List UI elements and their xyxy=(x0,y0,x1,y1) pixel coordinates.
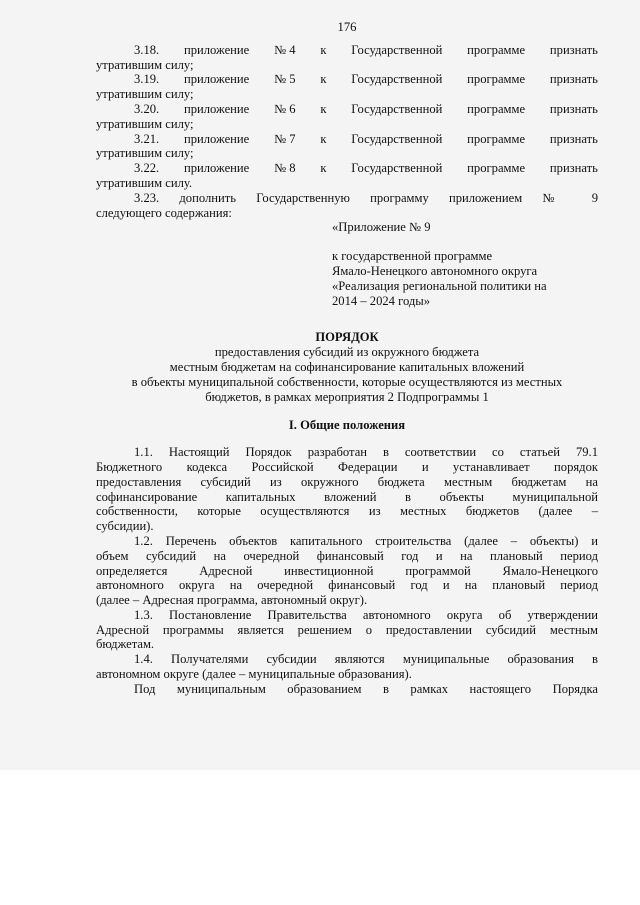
text-line: 1.2. Перечень объектов капитального строительства (далее – объекты) и xyxy=(134,533,598,548)
word: к xyxy=(320,131,327,146)
amendment-item xyxy=(96,72,598,102)
annex-number: № 6 xyxy=(274,101,296,116)
word: программе xyxy=(467,42,526,57)
word: программе xyxy=(467,101,526,116)
text-line: 1.3. Постановление Правительства автономного округа об утверждении xyxy=(134,607,598,622)
word: Государственной xyxy=(351,42,443,57)
word: программе xyxy=(467,131,526,146)
item-323-line: 3.23. дополнить Государственную программу приложением № 9 xyxy=(134,190,598,205)
item-tail: утратившим силу; xyxy=(96,57,194,72)
item-tail: утратившим силу; xyxy=(96,87,194,102)
amendment-item xyxy=(96,43,598,73)
word: Государственной xyxy=(351,72,443,87)
text-line: Адресной программы является решением о предоставлении субсидий местным xyxy=(96,622,598,637)
word: признать xyxy=(549,131,598,146)
text-line: Под муниципальным образованием в рамках настоящего Порядка xyxy=(134,681,598,696)
appendix-title: «Приложение № 9 xyxy=(332,220,431,235)
paragraph-1-5 xyxy=(96,682,598,697)
word: приложение xyxy=(184,131,250,146)
text-line: предоставления субсидий из окружного бюджета местным бюджетам на xyxy=(96,474,598,489)
amendment-item xyxy=(96,161,598,191)
text-line: собственности, которые осуществляются из местных бюджетов (далее – xyxy=(96,504,598,519)
text-line: бюджетам. xyxy=(96,637,155,652)
word: приложение xyxy=(184,161,250,176)
word: признать xyxy=(549,72,598,87)
appendix-line: Ямало-Ненецкого автономного округа xyxy=(332,263,538,278)
text-line: (далее – Адресная программа, автономный округ). xyxy=(96,593,368,608)
word: признать xyxy=(549,161,598,176)
amendment-item xyxy=(96,102,598,132)
paragraph-1-3 xyxy=(96,608,598,652)
text-line: 1.1. Настоящий Порядок разработан в соответствии со статьей 79.1 xyxy=(134,445,598,460)
item-number: 3.22. xyxy=(134,161,160,176)
word: к xyxy=(320,161,327,176)
text-line: определяется Адресной инвестиционной программой Ямало-Ненецкого xyxy=(96,563,598,578)
text-line: субсидии). xyxy=(96,519,154,534)
text-line: автономного округа на очередной финансовый год и на плановый период xyxy=(96,578,598,593)
annex-number: № 7 xyxy=(274,131,296,146)
paragraph-1-2 xyxy=(96,534,598,608)
word: признать xyxy=(549,42,598,57)
word: к xyxy=(320,101,327,116)
word: к xyxy=(320,72,327,87)
text-line: 1.4. Получателями субсидии являются муниципальные образования в xyxy=(134,652,598,667)
appendix-line: к государственной программе xyxy=(332,249,493,264)
text-line: Бюджетного кодекса Российской Федерации и устанавливает порядок xyxy=(96,459,598,474)
paragraph-1-1 xyxy=(96,445,598,534)
page-number: 176 xyxy=(337,20,357,34)
item-number: 3.18. xyxy=(134,42,160,57)
amendment-list xyxy=(96,43,598,221)
word: Государственной xyxy=(351,131,443,146)
item-number: 3.21. xyxy=(134,131,160,146)
item-tail: утратившим силу; xyxy=(96,146,194,161)
appendix-line: «Реализация региональной политики на xyxy=(332,278,547,293)
word: Государственной xyxy=(351,101,443,116)
document-subtitle xyxy=(96,345,598,404)
word: признать xyxy=(549,101,598,116)
word: приложение xyxy=(184,42,250,57)
annex-number: № 4 xyxy=(274,42,296,57)
word: приложение xyxy=(184,72,250,87)
amendment-item xyxy=(96,132,598,162)
subtitle-line: местным бюджетам на софинансирование капитальных вложений xyxy=(169,359,525,374)
document-title: ПОРЯДОК xyxy=(315,330,379,345)
appendix-header xyxy=(332,220,598,308)
word: Государственной xyxy=(351,161,443,176)
amendment-item-323 xyxy=(96,191,598,221)
word: программе xyxy=(467,72,526,87)
page-content xyxy=(96,20,598,697)
paragraph-1-4 xyxy=(96,652,598,682)
annex-number: № 8 xyxy=(274,161,296,176)
blank-area xyxy=(0,770,640,905)
annex-number: № 5 xyxy=(274,72,296,87)
section-heading: I. Общие положения xyxy=(288,418,406,433)
appendix-line: 2014 – 2024 годы» xyxy=(332,293,431,308)
word: приложение xyxy=(184,101,250,116)
item-number: 3.20. xyxy=(134,101,160,116)
subtitle-line: в объекты муниципальной собственности, которые осуществляются из местных xyxy=(131,374,563,389)
text-line: софинансирование капитальных вложений в объекты муниципальной xyxy=(96,489,598,504)
word: программе xyxy=(467,161,526,176)
text-line: автономном округе (далее – муниципальные образования). xyxy=(96,667,412,682)
item-number: 3.19. xyxy=(134,72,160,87)
item-323-line: следующего содержания: xyxy=(96,205,232,220)
word: к xyxy=(320,42,327,57)
item-tail: утратившим силу; xyxy=(96,116,194,131)
item-tail: утратившим силу. xyxy=(96,175,193,190)
text-line: объем субсидий на очередной финансовый год и на плановый период xyxy=(96,548,598,563)
subtitle-line: предоставления субсидий из окружного бюджета xyxy=(214,345,480,360)
subtitle-line: бюджетов, в рамках мероприятия 2 Подпрограммы 1 xyxy=(205,389,489,404)
